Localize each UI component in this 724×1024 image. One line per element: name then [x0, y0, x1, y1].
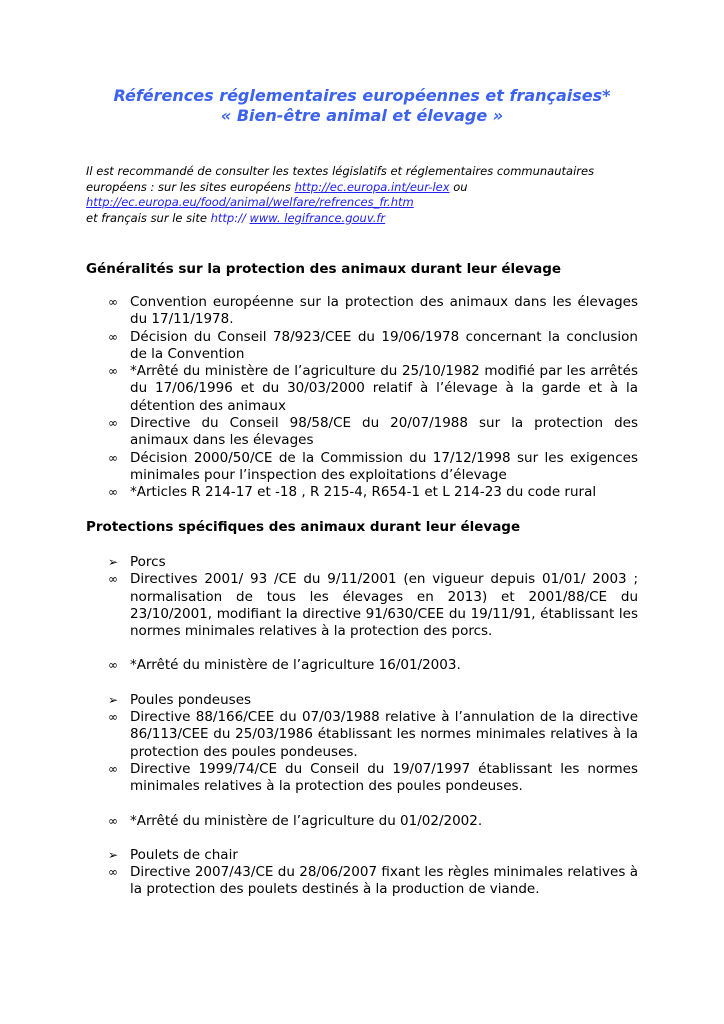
list-item-text: Poulets de chair [130, 846, 238, 863]
list-item-text: *Arrêté du ministère de l’agriculture du 01/02/2002. [130, 812, 483, 829]
list-item [108, 294, 638, 329]
intro-text: Il est recommandé de consulter les textes législatifs et réglementaires communautaires européens : sur les sites européens [86, 164, 595, 194]
list-item [108, 450, 638, 485]
list-item [108, 329, 638, 364]
infinity-bullet-icon: ∞ [108, 364, 118, 379]
list-item [108, 709, 638, 761]
list-item [108, 847, 638, 864]
general-list [108, 294, 638, 502]
arrow-bullet-icon: ➢ [108, 692, 119, 707]
list-item-text: Directive 88/166/CEE du 07/03/1988 relative à l’annulation de la directive 86/113/CEE du 25/03/1986 établissant les normes minimales relatives à la protection des poules pondeuses. [130, 709, 638, 760]
list-item-text: Porcs [130, 554, 166, 570]
arrow-bullet-icon: ➢ [108, 847, 119, 862]
legifrance-link[interactable]: www. legifrance.gouv.fr [249, 210, 386, 225]
infinity-bullet-icon: ∞ [108, 450, 118, 465]
list-item [108, 484, 638, 501]
intro-paragraph [86, 164, 646, 226]
infinity-bullet-icon: ∞ [108, 485, 118, 500]
list-item-text: Décision du Conseil 78/923/CEE du 19/06/1978 concernant la conclusion de la Convention [130, 328, 638, 362]
list-item-text: Poules pondeuses [130, 691, 252, 708]
arrow-bullet-icon: ➢ [108, 555, 119, 569]
list-item [108, 692, 638, 709]
infinity-bullet-icon: ∞ [108, 329, 118, 344]
infinity-bullet-icon: ∞ [108, 865, 118, 880]
list-item-text: Décision 2000/50/CE de la Commission du 17/12/1998 sur les exigences minimales pour l’inspection des exploitations d’élevage [130, 449, 638, 483]
list-item [108, 864, 638, 899]
list-item [108, 571, 638, 640]
list-item-text: Directive 1999/74/CE du Conseil du 19/07/1997 établissant les normes minimales relatives à la protection des poules pondeuses. [130, 760, 638, 795]
list-item [108, 813, 638, 830]
section-heading-specific: Protections spécifiques des animaux durant leur élevage [86, 519, 521, 535]
intro-text-fr: et français sur le site [86, 210, 211, 225]
list-item [108, 761, 638, 796]
infinity-bullet-icon: ∞ [108, 658, 118, 673]
infinity-bullet-icon: ∞ [108, 813, 118, 828]
list-item-text: Directive 2007/43/CE du 28/06/2007 fixant les règles minimales relatives à la protection des poulets destinés à la production de viande. [130, 864, 638, 898]
europa-welfare-link[interactable]: http://ec.europa.eu/food/animal/welfare/refrences_fr.htm [86, 195, 414, 209]
spacer [108, 830, 638, 847]
list-item-text: *Arrêté du ministère de l’agriculture 16/01/2003. [130, 657, 461, 674]
http-prefix: http:// [210, 210, 250, 225]
spacer [108, 675, 638, 692]
infinity-bullet-icon: ∞ [108, 416, 118, 431]
spacer [108, 640, 638, 657]
intro-text-or: ou [449, 179, 468, 194]
list-item-text: Directives 2001/ 93 /CE du 9/11/2001 (en vigueur depuis 01/01/ 2003 ; normalisation de tous les élevages en 2013) et 2001/88/CE du 23/10/2001, modifiant la directive 91/630/CEE du 19/11/91, établissant les normes minimales relatives à la protection des porcs. [130, 571, 638, 640]
infinity-bullet-icon: ∞ [108, 761, 118, 776]
eur-lex-link[interactable]: http://ec.europa.int/eur-lex [294, 179, 450, 194]
list-item-text: *Arrêté du ministère de l’agriculture du 25/10/1982 modifié par les arrêtés du 17/06/1996 et du 30/03/2000 relatif à l’élevage à la garde et à la détention des animaux [130, 363, 638, 414]
list-item-text: Directive du Conseil 98/58/CE du 20/07/1988 sur la protection des animaux dans les élevages [130, 415, 638, 449]
list-item [108, 554, 638, 571]
list-item [108, 657, 638, 674]
specific-list [108, 554, 638, 899]
title-line-1: Références réglementaires européennes et françaises* [113, 86, 611, 105]
infinity-bullet-icon: ∞ [108, 710, 118, 725]
list-item [108, 415, 638, 450]
infinity-bullet-icon: ∞ [108, 572, 118, 587]
list-item-text: *Articles R 214-17 et -18 , R 215-4, R654-1 et L 214-23 du code rural [130, 484, 597, 501]
list-item-text: Convention européenne sur la protection des animaux dans les élevages du 17/11/1978. [130, 294, 638, 328]
list-item [108, 363, 638, 415]
infinity-bullet-icon: ∞ [108, 295, 118, 309]
title-line-2: « Bien-être animal et élevage » [220, 106, 504, 125]
section-heading-general: Généralités sur la protection des animaux durant leur élevage [86, 261, 562, 277]
spacer [108, 796, 638, 813]
